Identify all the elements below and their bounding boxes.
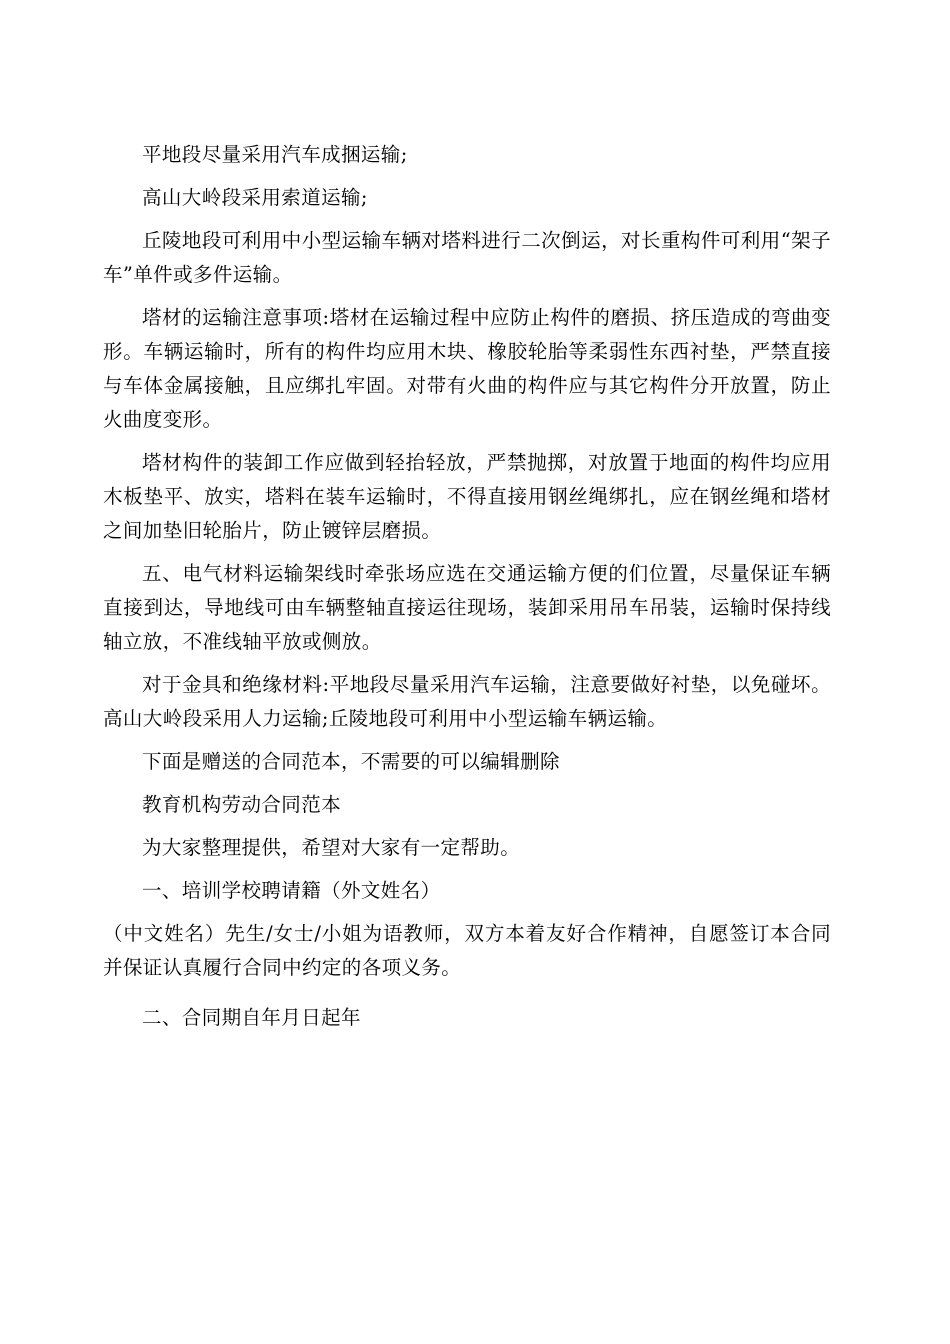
paragraph-flat-section-transport: 平地段尽量采用汽车成捆运输; [142, 143, 408, 166]
paragraph-clause-one-continued: （中文姓名）先生/女士/小姐为语教师，双方本着友好合作精神，自愿签订本合同并保证认真履行合同中约定的各项义务。 [103, 922, 831, 979]
paragraph-bonus-contract-note: 下面是赠送的合同范本，不需要的可以编辑删除 [142, 750, 560, 773]
paragraph-clause-one: 一、培训学校聘请籍（外文姓名） [142, 879, 441, 902]
paragraph-mountain-ropeway: 高山大岭段采用索道运输; [142, 186, 368, 209]
paragraph-fittings-insulation: 对于金具和绝缘材料:平地段尽量采用汽车运输，注意要做好衬垫，以免碰坏。高山大岭段采用人力运输;丘陵地段可利用中小型运输车辆运输。 [103, 673, 831, 730]
paragraph-tower-material-notes: 塔材的运输注意事项:塔材在运输过程中应防止构件的磨损、挤压造成的弯曲变形。车辆运输时，所有的构件均应用木块、橡胶轮胎等柔弱性东西衬垫，严禁直接与车体金属接触，且应绑扎牢固。对带有火曲的构件应与其它构件分开放置，防止火曲度变形。 [103, 306, 831, 431]
paragraph-contract-intro: 为大家整理提供，希望对大家有一定帮助。 [142, 836, 521, 859]
paragraph-clause-two: 二、合同期自年月日起年 [142, 1006, 361, 1029]
paragraph-contract-title: 教育机构劳动合同范本 [142, 793, 342, 816]
document-body [103, 138, 831, 1044]
paragraph-electrical-materials: 五、电气材料运输架线时牵张场应选在交通运输方便的们位置，尽量保证车辆直接到达，导地线可由车辆整轴直接运往现场，装卸采用吊车吊装，运输时保持线轴立放，不准线轴平放或侧放。 [103, 562, 831, 653]
paragraph-hilly-section: 丘陵地段可利用中小型运输车辆对塔料进行二次倒运，对长重构件可利用“架子车”单件或多件运输。 [103, 229, 831, 286]
paragraph-loading-unloading: 塔材构件的装卸工作应做到轻抬轻放，严禁抛掷，对放置于地面的构件均应用木板垫平、放实，塔料在装车运输时，不得直接用钢丝绳绑扎，应在钢丝绳和塔材之间加垫旧轮胎片，防止镀锌层磨损。 [103, 451, 831, 542]
